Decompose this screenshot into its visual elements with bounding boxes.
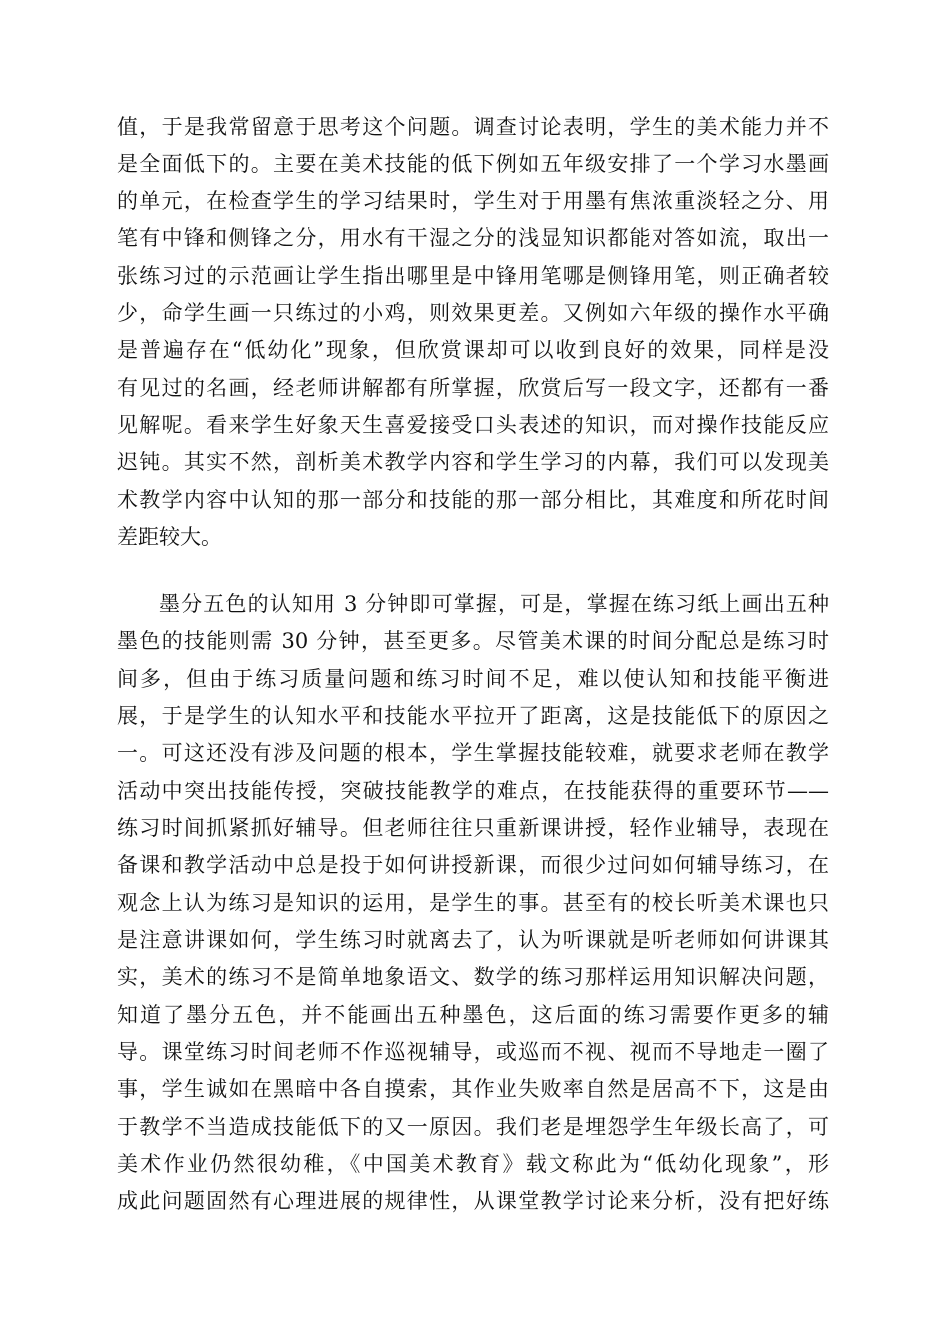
text-line: 墨分五色的认知用 3 分钟即可掌握，可是，掌握在练习纸上画出五种 [159, 592, 829, 616]
text-line: 迟钝。其实不然，剖析美术教学内容和学生学习的内幕，我们可以发现美 [117, 450, 829, 474]
text-line: 值，于是我常留意于思考这个问题。调查讨论表明，学生的美术能力并不 [117, 115, 829, 139]
text-line: 于教学不当造成技能低下的又一原因。我们老是埋怨学生年级长高了，可 [117, 1115, 829, 1139]
text-line: 笔有中锋和侧锋之分，用水有干湿之分的浅显知识都能对答如流，取出一 [117, 226, 829, 250]
text-line: 是注意讲课如何，学生练习时就离去了，认为听课就是听老师如何讲课其 [117, 928, 829, 952]
text-line: 张练习过的示范画让学生指出哪里是中锋用笔哪是侧锋用笔，则正确者较 [117, 264, 829, 288]
text-line: 差距较大。 [117, 525, 222, 549]
text-line: 见解呢。看来学生好象天生喜爱接受口头表述的知识，而对操作技能反应 [117, 413, 829, 437]
text-line: 间多，但由于练习质量问题和练习时间不足，难以使认知和技能平衡进 [117, 667, 829, 691]
text-line: 知道了墨分五色，并不能画出五种墨色，这后面的练习需要作更多的辅 [117, 1003, 829, 1027]
text-line: 术教学内容中认知的那一部分和技能的那一部分相比，其难度和所花时间 [117, 488, 829, 512]
text-line: 实，美术的练习不是简单地象语文、数学的练习那样运用知识解决问题， [117, 965, 829, 989]
text-line: 墨色的技能则需 30 分钟，甚至更多。尽管美术课的时间分配总是练习时 [117, 629, 829, 653]
text-line: 事，学生诚如在黑暗中各自摸索，其作业失败率自然是居高不下，这是由 [117, 1077, 829, 1101]
text-line: 观念上认为练习是知识的运用，是学生的事。甚至有的校长听美术课也只 [117, 891, 829, 915]
text-line: 是全面低下的。主要在美术技能的低下例如五年级安排了一个学习水墨画 [117, 152, 829, 176]
text-line: 导。课堂练习时间老师不作巡视辅导，或巡而不视、视而不导地走一圈了 [117, 1040, 829, 1064]
text-line: 备课和教学活动中总是投于如何讲授新课，而很少过问如何辅导练习，在 [117, 853, 829, 877]
text-line: 的单元，在检查学生的学习结果时，学生对于用墨有焦浓重淡轻之分、用 [117, 189, 829, 213]
text-line: 美术作业仍然很幼稚，《中国美术教育》载文称此为“低幼化现象”，形 [117, 1152, 829, 1176]
text-line: 有见过的名画，经老师讲解都有所掌握，欣赏后写一段文字，还都有一番 [117, 376, 829, 400]
text-line: 展，于是学生的认知水平和技能水平拉开了距离，这是技能低下的原因之 [117, 704, 829, 728]
text-line: 是普遍存在“低幼化”现象，但欣赏课却可以收到良好的效果，同样是没 [117, 338, 829, 362]
text-line: 活动中突出技能传授，突破技能教学的难点，在技能获得的重要环节—— [117, 779, 829, 803]
text-line: 少，命学生画一只练过的小鸡，则效果更差。又例如六年级的操作水平确 [117, 301, 829, 325]
text-line: 一。可这还没有涉及问题的根本，学生掌握技能较难，就要求老师在教学 [117, 741, 829, 765]
text-line: 成此问题固然有心理进展的规律性，从课堂教学讨论来分析，没有把好练 [117, 1189, 829, 1213]
text-line: 练习时间抓紧抓好辅导。但老师往往只重新课讲授，轻作业辅导，表现在 [117, 816, 829, 840]
